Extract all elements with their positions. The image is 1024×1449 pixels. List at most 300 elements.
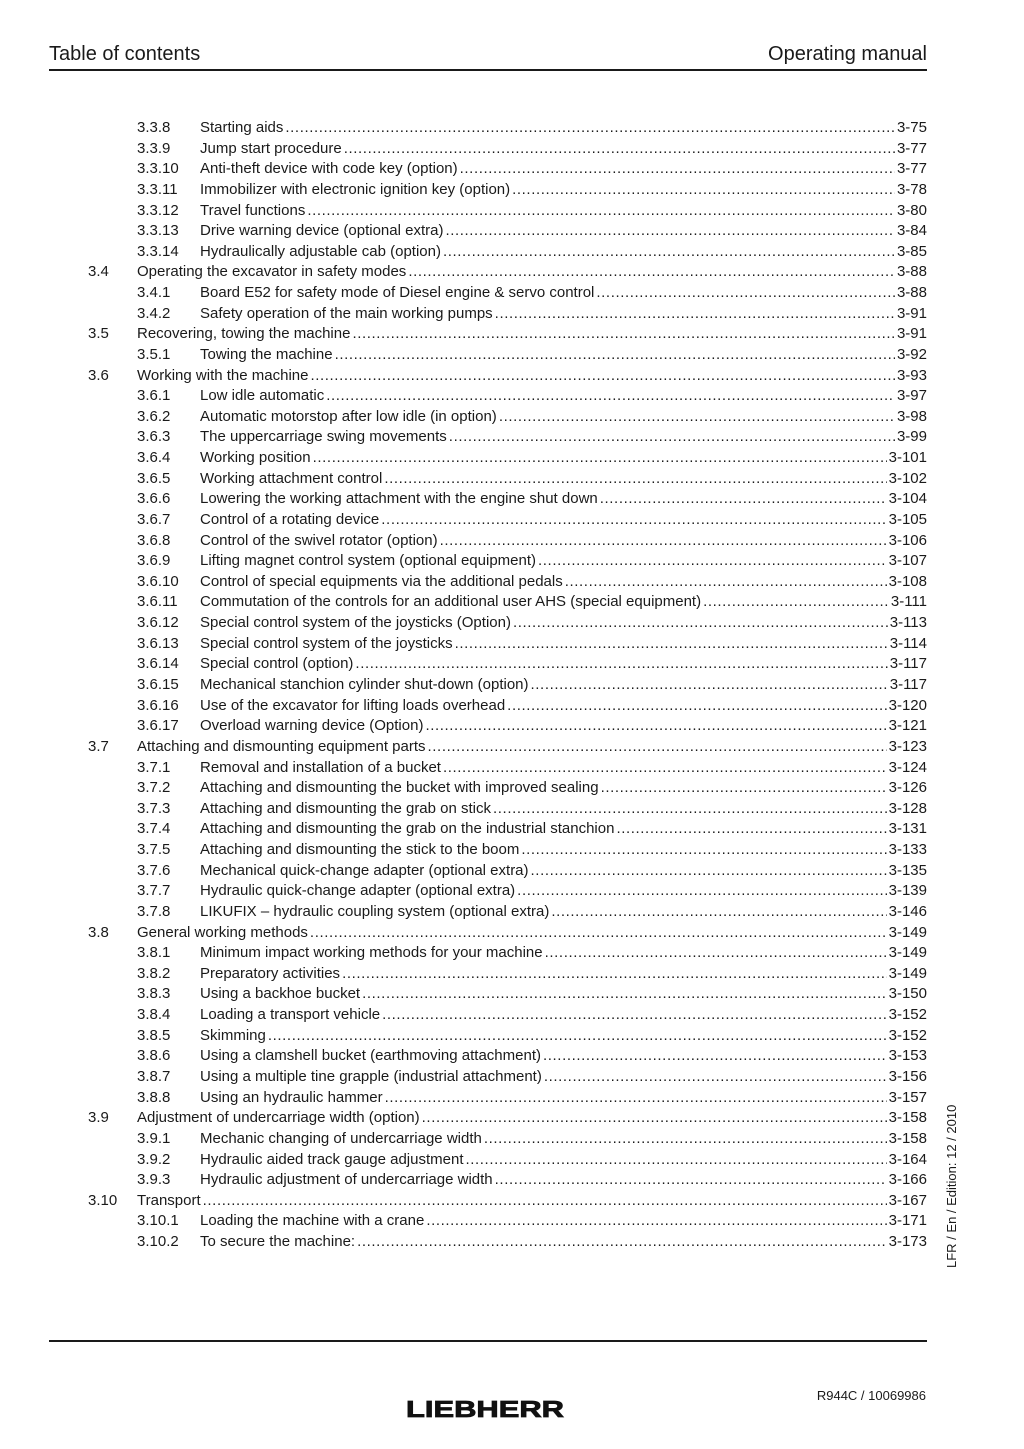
toc-entry-page: 3-78 [896, 180, 927, 198]
toc-entry-page: 3-111 [890, 593, 927, 611]
toc-entry-title: Drive warning device (optional extra) [200, 222, 444, 240]
toc-leader-dots [493, 799, 887, 820]
toc-entry-title: Anti-theft device with code key (option) [200, 160, 458, 178]
toc-entry-page: 3-117 [889, 676, 927, 693]
toc-entry-line [200, 984, 927, 1005]
toc-entry[interactable] [0, 139, 1024, 160]
toc-entry[interactable] [0, 799, 1024, 820]
toc-entry-line [137, 1108, 927, 1129]
toc-entry-number: 3.6.10 [137, 572, 179, 590]
toc-leader-dots [517, 881, 886, 902]
toc-entry-number: 3.4.2 [137, 304, 171, 322]
toc-entry[interactable] [0, 448, 1024, 469]
toc-leader-dots [385, 1088, 887, 1109]
toc-entry[interactable] [0, 1088, 1024, 1109]
toc-entry-number: 3.10.1 [137, 1212, 179, 1230]
toc-entry[interactable] [0, 613, 1024, 634]
toc-entry-number: 3.3.12 [137, 201, 179, 219]
toc-entry-line [200, 1005, 927, 1026]
logo-text: LIEBHERR [406, 1397, 565, 1421]
toc-entry-number: 3.6.12 [137, 614, 179, 632]
toc-entry-title: Attaching and dismounting the grab on the industrial stanchion [200, 820, 615, 838]
toc-leader-dots [538, 551, 887, 572]
toc-entry-title: Attaching and dismounting equipment parts [137, 737, 426, 755]
toc-entry-page: 3-98 [896, 407, 927, 425]
toc-entry[interactable] [0, 489, 1024, 510]
toc-entry-line [200, 531, 927, 552]
toc-entry[interactable] [0, 1191, 1024, 1212]
toc-entry-title: Control of the swivel rotator (option) [200, 531, 438, 549]
toc-leader-dots [443, 758, 887, 779]
toc-entry[interactable] [0, 469, 1024, 490]
toc-entry[interactable] [0, 923, 1024, 944]
toc-entry-page: 3-91 [896, 325, 927, 343]
toc-leader-dots [307, 201, 895, 222]
toc-entry-page: 3-102 [888, 469, 927, 487]
toc-entry-line [200, 572, 927, 593]
toc-entry-page: 3-153 [888, 1047, 927, 1065]
toc-leader-dots [495, 304, 895, 325]
toc-entry-page: 3-92 [896, 345, 927, 363]
toc-entry-number: 3.8.1 [137, 944, 171, 962]
toc-entry-line [200, 1211, 927, 1232]
toc-entry-line [200, 1129, 927, 1150]
toc-entry-title: Mechanic changing of undercarriage width [200, 1129, 482, 1147]
toc-entry-number: 3.7 [88, 737, 109, 755]
toc-leader-dots [545, 943, 887, 964]
toc-entry-title: Transport [137, 1191, 201, 1209]
toc-leader-dots [703, 592, 889, 613]
toc-entry-line [137, 737, 927, 758]
toc-leader-dots [362, 984, 887, 1005]
header-document-title: Operating manual [768, 43, 927, 65]
toc-entry-number: 3.6 [88, 366, 109, 384]
toc-entry-number: 3.10.2 [137, 1233, 179, 1251]
toc-entry-title: Skimming [200, 1026, 266, 1044]
toc-entry-page: 3-149 [888, 964, 927, 982]
toc-entry-number: 3.6.11 [137, 593, 178, 611]
toc-entry-line [200, 716, 927, 737]
toc-entry-page: 3-149 [888, 923, 927, 941]
toc-entry-page: 3-173 [888, 1233, 927, 1251]
toc-entry-number: 3.3.10 [137, 160, 179, 178]
toc-entry-title: Special control (option) [200, 655, 354, 673]
toc-entry-page: 3-75 [896, 119, 927, 136]
toc-entry[interactable] [0, 1067, 1024, 1088]
toc-entry[interactable] [0, 159, 1024, 180]
toc-entry-line [200, 1170, 927, 1191]
toc-entry-title: Hydraulic quick-change adapter (optional extra) [200, 882, 516, 900]
toc-entry-page: 3-106 [888, 531, 927, 549]
toc-entry[interactable] [0, 778, 1024, 799]
toc-entry-line [200, 881, 927, 902]
toc-entry-title: Hydraulic adjustment of undercarriage width [200, 1171, 493, 1189]
toc-entry-line [200, 758, 927, 779]
toc-entry-number: 3.7.5 [137, 841, 171, 859]
toc-entry[interactable] [0, 242, 1024, 263]
toc-entry[interactable] [0, 572, 1024, 593]
toc-entry-number: 3.9.2 [137, 1150, 171, 1168]
toc-entry-number: 3.6.4 [137, 449, 171, 467]
toc-entry-number: 3.8.8 [137, 1088, 171, 1106]
toc-entry-page: 3-123 [888, 737, 927, 755]
toc-entry-page: 3-164 [888, 1150, 927, 1168]
toc-leader-dots [565, 572, 887, 593]
toc-entry-page: 3-107 [888, 552, 927, 570]
toc-entry-line [137, 324, 927, 345]
toc-entry-title: Operating the excavator in safety modes [137, 263, 407, 281]
toc-entry[interactable] [0, 943, 1024, 964]
toc-entry-number: 3.7.4 [137, 820, 171, 838]
toc-entry[interactable] [0, 304, 1024, 325]
toc-leader-dots [425, 716, 886, 737]
toc-entry-line [200, 1088, 927, 1109]
toc-entry-number: 3.9 [88, 1109, 109, 1127]
toc-entry-page: 3-88 [896, 263, 927, 281]
toc-entry-title: Board E52 for safety mode of Diesel engine & servo control [200, 284, 595, 302]
toc-entry-line [200, 799, 927, 820]
toc-entry-page: 3-150 [888, 985, 927, 1003]
toc-entry[interactable] [0, 324, 1024, 345]
toc-entry-page: 3-85 [896, 242, 927, 260]
toc-entry[interactable] [0, 1232, 1024, 1253]
toc-entry-line [200, 448, 927, 469]
toc-entry-line [200, 1232, 927, 1253]
toc-entry[interactable] [0, 262, 1024, 283]
toc-leader-dots [596, 283, 895, 304]
toc-entry-line [200, 221, 927, 242]
toc-leader-dots [512, 180, 895, 201]
toc-leader-dots [426, 1211, 886, 1232]
toc-entry-page: 3-158 [888, 1109, 927, 1127]
toc-entry[interactable] [0, 531, 1024, 552]
toc-entry-line [200, 386, 927, 407]
toc-entry-title: Attaching and dismounting the grab on stick [200, 799, 492, 817]
toc-leader-dots [268, 1026, 887, 1047]
toc-entry-line [137, 262, 927, 283]
toc-entry-number: 3.6.16 [137, 696, 179, 714]
toc-leader-dots [440, 531, 887, 552]
toc-entry[interactable] [0, 1026, 1024, 1047]
toc-entry-title: Using a clamshell bucket (earthmoving attachment) [200, 1047, 541, 1065]
toc-entry-number: 3.7.3 [137, 799, 171, 817]
toc-entry-page: 3-105 [888, 510, 927, 528]
toc-entry-page: 3-120 [888, 696, 927, 714]
toc-entry-title: Working position [200, 449, 311, 467]
toc-entry-number: 3.6.8 [137, 531, 171, 549]
toc-entry-line [200, 407, 927, 428]
toc-entry-line [200, 345, 927, 366]
toc-entry[interactable] [0, 551, 1024, 572]
toc-entry[interactable] [0, 283, 1024, 304]
toc-leader-dots [310, 923, 887, 944]
toc-entry-page: 3-101 [888, 449, 927, 467]
toc-entry[interactable] [0, 510, 1024, 531]
toc-entry[interactable] [0, 1129, 1024, 1150]
toc-entry-title: Minimum impact working methods for your machine [200, 944, 543, 962]
toc-entry-title: Control of special equipments via the additional pedals [200, 572, 563, 590]
toc-entry-number: 3.6.17 [137, 717, 179, 735]
toc-entry-title: Preparatory activities [200, 964, 341, 982]
toc-leader-dots [342, 964, 887, 985]
toc-entry-number: 3.7.8 [137, 902, 171, 920]
toc-entry-number: 3.8.6 [137, 1047, 171, 1065]
toc-entry-line [200, 180, 927, 201]
toc-entry-line [200, 201, 927, 222]
toc-entry-number: 3.7.2 [137, 779, 171, 797]
toc-entry-number: 3.8.4 [137, 1006, 171, 1024]
toc-entry-line [200, 1067, 927, 1088]
toc-entry-page: 3-88 [896, 284, 927, 302]
toc-entry-title: Loading a transport vehicle [200, 1006, 381, 1024]
toc-entry-page: 3-93 [896, 366, 927, 384]
toc-entry-number: 3.8 [88, 923, 109, 941]
toc-entry-title: The uppercarriage swing movements [200, 428, 447, 446]
toc-entry-page: 3-128 [888, 799, 927, 817]
toc-entry[interactable] [0, 1046, 1024, 1067]
header-section-title: Table of contents [49, 43, 201, 65]
toc-entry-number: 3.6.6 [137, 490, 171, 508]
toc-entry[interactable] [0, 427, 1024, 448]
toc-entry-line [200, 819, 927, 840]
toc-entry-page: 3-167 [888, 1191, 927, 1209]
toc-entry[interactable] [0, 366, 1024, 387]
toc-entry-title: Starting aids [200, 119, 284, 136]
toc-entry-page: 3-139 [888, 882, 927, 900]
toc-entry[interactable] [0, 696, 1024, 717]
toc-entry-title: Using an hydraulic hammer [200, 1088, 383, 1106]
toc-entry-title: Mechanical quick-change adapter (optional extra) [200, 861, 529, 879]
toc-entry-title: Towing the machine [200, 345, 333, 363]
toc-entry[interactable] [0, 118, 1024, 139]
toc-leader-dots [357, 1232, 887, 1253]
toc-entry[interactable] [0, 675, 1024, 696]
toc-entry-title: Special control system of the joysticks [200, 634, 453, 652]
toc-entry-number: 3.6.13 [137, 634, 179, 652]
toc-leader-dots [521, 840, 886, 861]
toc-entry-line [200, 139, 927, 160]
toc-entry-line [200, 634, 927, 655]
toc-leader-dots [531, 675, 888, 696]
toc-entry-page: 3-157 [888, 1088, 927, 1106]
toc-entry-page: 3-156 [888, 1067, 927, 1085]
toc-entry-page: 3-91 [896, 304, 927, 322]
toc-leader-dots [531, 861, 887, 882]
toc-entry-page: 3-108 [888, 572, 927, 590]
toc-entry-title: Working attachment control [200, 469, 383, 487]
toc-leader-dots [601, 778, 887, 799]
toc-entry-line [200, 118, 927, 139]
toc-entry-title: Automatic motorstop after low idle (in option) [200, 407, 497, 425]
toc-entry-number: 3.8.7 [137, 1067, 171, 1085]
toc-entry-page: 3-124 [888, 758, 927, 776]
toc-entry[interactable] [0, 1150, 1024, 1171]
toc-entry[interactable] [0, 654, 1024, 675]
toc-leader-dots [285, 118, 895, 139]
toc-entry-line [200, 1150, 927, 1171]
toc-leader-dots [543, 1046, 887, 1067]
toc-entry-number: 3.7.1 [137, 758, 171, 776]
toc-entry-title: Hydraulic aided track gauge adjustment [200, 1150, 464, 1168]
toc-leader-dots [310, 366, 895, 387]
toc-entry[interactable] [0, 201, 1024, 222]
toc-leader-dots [616, 819, 886, 840]
toc-entry[interactable] [0, 840, 1024, 861]
toc-entry-title: Attaching and dismounting the bucket with improved sealing [200, 779, 599, 797]
toc-entry[interactable] [0, 180, 1024, 201]
toc-entry-number: 3.5.1 [137, 345, 171, 363]
toc-entry[interactable] [0, 221, 1024, 242]
toc-entry-line [200, 613, 927, 634]
toc-entry-page: 3-113 [889, 614, 927, 632]
toc-entry-title: Safety operation of the main working pumps [200, 304, 493, 322]
toc-entry[interactable] [0, 716, 1024, 737]
toc-entry-line [200, 654, 927, 675]
toc-leader-dots [445, 221, 895, 242]
toc-leader-dots [465, 1150, 886, 1171]
toc-leader-dots [326, 386, 895, 407]
toc-leader-dots [484, 1129, 887, 1150]
toc-entry-number: 3.6.2 [137, 407, 171, 425]
toc-entry-line [200, 304, 927, 325]
toc-entry-title: Immobilizer with electronic ignition key (option) [200, 180, 511, 198]
toc-leader-dots [460, 159, 895, 180]
toc-entry-line [200, 242, 927, 263]
toc-entry-title: Low idle automatic [200, 387, 325, 405]
toc-entry-title: Using a multiple tine grapple (industrial attachment) [200, 1067, 542, 1085]
toc-entry-number: 3.3.11 [137, 180, 178, 198]
toc-leader-dots [513, 613, 888, 634]
toc-entry-line [200, 592, 927, 613]
toc-entry-line [200, 943, 927, 964]
toc-entry[interactable] [0, 964, 1024, 985]
toc-entry-line [200, 1046, 927, 1067]
toc-entry-title: LIKUFIX – hydraulic coupling system (optional extra) [200, 902, 550, 920]
toc-entry[interactable] [0, 1108, 1024, 1129]
toc-entry-title: General working methods [137, 923, 308, 941]
toc-leader-dots [499, 407, 895, 428]
toc-entry-line [137, 366, 927, 387]
toc-entry-page: 3-117 [889, 655, 927, 673]
toc-entry-line [200, 778, 927, 799]
toc-leader-dots [495, 1170, 887, 1191]
toc-entry-number: 3.6.7 [137, 510, 171, 528]
document-number: R944C / 10069986 [816, 1388, 926, 1403]
toc-entry-line [200, 675, 927, 696]
toc-entry[interactable] [0, 984, 1024, 1005]
toc-entry-line [200, 1026, 927, 1047]
toc-entry-title: Jump start procedure [200, 139, 342, 157]
toc-leader-dots [381, 510, 886, 531]
toc-entry-number: 3.6.5 [137, 469, 171, 487]
toc-leader-dots [544, 1067, 887, 1088]
toc-entry-number: 3.3.14 [137, 242, 179, 260]
footer-divider [49, 1340, 927, 1342]
toc-leader-dots [422, 1108, 887, 1129]
toc-entry-line [200, 861, 927, 882]
toc-entry-page: 3-80 [896, 201, 927, 219]
toc-leader-dots [507, 696, 886, 717]
toc-entry-page: 3-152 [888, 1006, 927, 1024]
toc-entry-page: 3-146 [888, 902, 927, 920]
toc-leader-dots [443, 242, 895, 263]
toc-entry[interactable] [0, 881, 1024, 902]
toc-entry-title: Removal and installation of a bucket [200, 758, 441, 776]
toc-entry-page: 3-114 [889, 634, 927, 652]
toc-entry[interactable] [0, 1005, 1024, 1026]
toc-entry-number: 3.3.8 [137, 119, 171, 136]
toc-leader-dots [384, 469, 886, 490]
toc-entry-title: Working with the machine [137, 366, 309, 384]
toc-entry-page: 3-158 [888, 1129, 927, 1147]
toc-entry-number: 3.10 [88, 1191, 118, 1209]
toc-entry-number: 3.4.1 [137, 284, 171, 302]
toc-entry[interactable] [0, 386, 1024, 407]
toc-entry-page: 3-152 [888, 1026, 927, 1044]
toc-entry-page: 3-131 [888, 820, 927, 838]
toc-entry-line [200, 840, 927, 861]
toc-entry-line [200, 696, 927, 717]
toc-entry-line [200, 964, 927, 985]
toc-entry-page: 3-126 [888, 779, 927, 797]
toc-entry[interactable] [0, 1211, 1024, 1232]
toc-entry-number: 3.7.7 [137, 882, 171, 900]
toc-entry-line [200, 551, 927, 572]
toc-leader-dots [449, 427, 895, 448]
toc-entry-page: 3-121 [888, 717, 927, 735]
toc-entry-page: 3-166 [888, 1171, 927, 1189]
toc-entry-title: Attaching and dismounting the stick to the boom [200, 841, 520, 859]
toc-entry-line [200, 902, 927, 923]
toc-entry[interactable] [0, 345, 1024, 366]
toc-entry-page: 3-149 [888, 944, 927, 962]
toc-entry[interactable] [0, 737, 1024, 758]
toc-entry-title: Use of the excavator for lifting loads overhead [200, 696, 506, 714]
toc-entry-number: 3.6.9 [137, 552, 171, 570]
toc-leader-dots [428, 737, 887, 758]
toc-entry-line [200, 427, 927, 448]
toc-entry[interactable] [0, 861, 1024, 882]
toc-leader-dots [382, 1005, 887, 1026]
toc-entry-number: 3.8.5 [137, 1026, 171, 1044]
toc-entry[interactable] [0, 902, 1024, 923]
toc-entry-number: 3.6.15 [137, 676, 179, 693]
toc-entry[interactable] [0, 819, 1024, 840]
toc-entry-number: 3.6.1 [137, 387, 171, 405]
toc-entry-title: Recovering, towing the machine [137, 325, 351, 343]
toc-entry-page: 3-133 [888, 841, 927, 859]
toc-entry-title: Overload warning device (Option) [200, 717, 424, 735]
toc-entry[interactable] [0, 1170, 1024, 1191]
toc-entry-line [200, 283, 927, 304]
toc-entry-number: 3.9.1 [137, 1129, 171, 1147]
toc-entry[interactable] [0, 758, 1024, 779]
toc-entry[interactable] [0, 634, 1024, 655]
toc-leader-dots [600, 489, 887, 510]
toc-leader-dots [551, 902, 886, 923]
toc-entry-title: Mechanical stanchion cylinder shut-down (option) [200, 676, 529, 693]
toc-entry-line [200, 510, 927, 531]
toc-entry-line [200, 469, 927, 490]
toc-leader-dots [203, 1191, 887, 1212]
toc-entry-title: Lifting magnet control system (optional equipment) [200, 552, 537, 570]
toc-entry-title: Travel functions [200, 201, 306, 219]
toc-entry-number: 3.3.9 [137, 139, 171, 157]
toc-entry[interactable] [0, 407, 1024, 428]
toc-leader-dots [335, 345, 895, 366]
edition-note: LFR / En / Edition: 12 / 2010 [944, 1104, 959, 1268]
toc-entry[interactable] [0, 592, 1024, 613]
